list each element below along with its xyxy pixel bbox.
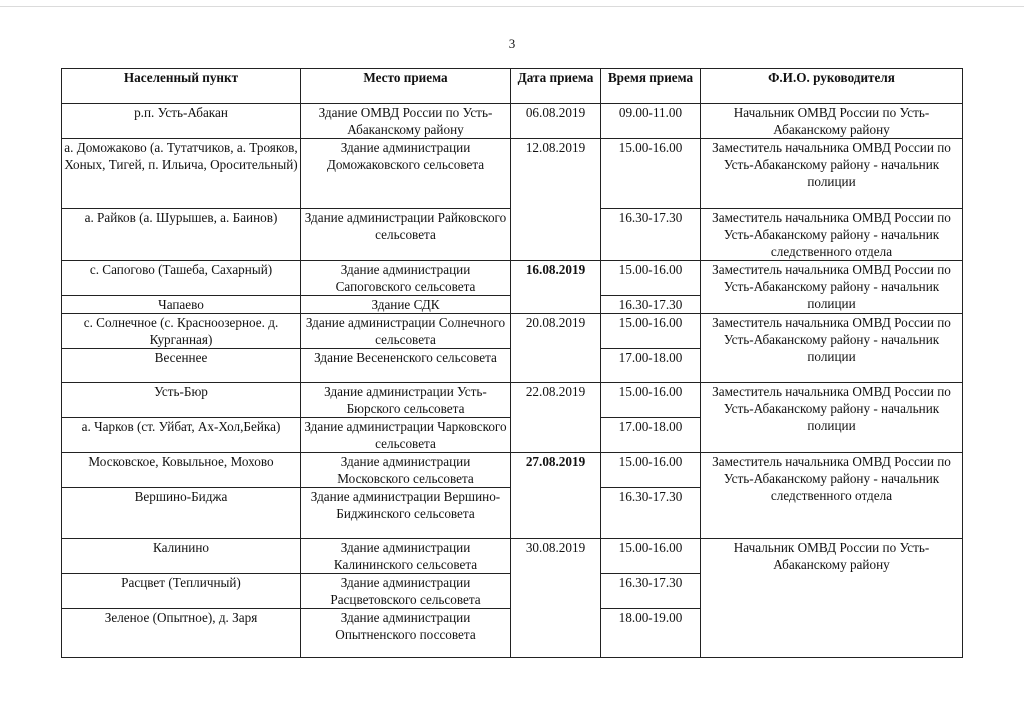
cell-venue: Здание администрации Опытненского поссовета <box>301 609 511 658</box>
cell-time: 16.30-17.30 <box>601 296 701 314</box>
cell-locality: Расцвет (Тепличный) <box>62 574 301 609</box>
cell-official: Заместитель начальника ОМВД России по Усть-Абаканскому району - начальник полиции <box>701 139 963 209</box>
cell-official: Начальник ОМВД России по Усть-Абаканскому району <box>701 104 963 139</box>
page-number: 3 <box>508 36 516 51</box>
cell-date: 12.08.2019 <box>511 139 601 261</box>
cell-venue: Здание администрации Вершино-Биджинского сельсовета <box>301 488 511 539</box>
cell-time: 15.00-16.00 <box>601 539 701 574</box>
cell-locality: Зеленое (Опытное), д. Заря <box>62 609 301 658</box>
cell-venue: Здание Весененского сельсовета <box>301 349 511 383</box>
cell-date: 06.08.2019 <box>511 104 601 139</box>
cell-locality: а. Райков (а. Шурышев, а. Баинов) <box>62 209 301 261</box>
cell-venue: Здание администрации Райковского сельсовета <box>301 209 511 261</box>
scan-edge-line <box>0 6 1024 7</box>
cell-time: 15.00-16.00 <box>601 383 701 418</box>
table-row <box>62 261 963 296</box>
cell-venue: Здание ОМВД России по Усть-Абаканскому району <box>301 104 511 139</box>
cell-venue: Здание администрации Калининского сельсовета <box>301 539 511 574</box>
cell-locality: р.п. Усть-Абакан <box>62 104 301 139</box>
cell-date: 27.08.2019 <box>511 453 601 539</box>
cell-official: Заместитель начальника ОМВД России по Усть-Абаканскому району - начальник следственного отдела <box>701 209 963 261</box>
cell-venue: Здание администрации Солнечного сельсовета <box>301 314 511 349</box>
cell-time: 16.30-17.30 <box>601 488 701 539</box>
cell-locality: с. Сапогово (Ташеба, Сахарный) <box>62 261 301 296</box>
table-body <box>62 104 963 658</box>
cell-time: 15.00-16.00 <box>601 314 701 349</box>
table-row <box>62 383 963 418</box>
cell-time: 17.00-18.00 <box>601 418 701 453</box>
cell-official: Начальник ОМВД России по Усть-Абаканскому району <box>701 539 963 658</box>
cell-venue: Здание администрации Московского сельсовета <box>301 453 511 488</box>
cell-date: 20.08.2019 <box>511 314 601 383</box>
cell-locality: а. Доможаково (а. Тутатчиков, а. Трояков, Хоных, Тигей, п. Ильича, Оросительный) <box>62 139 301 209</box>
cell-official: Заместитель начальника ОМВД России по Усть-Абаканскому району - начальник полиции <box>701 261 963 314</box>
header-time: Время приема <box>601 69 701 104</box>
cell-venue: Здание СДК <box>301 296 511 314</box>
table-row <box>62 139 963 209</box>
header-date: Дата приема <box>511 69 601 104</box>
table-row <box>62 314 963 349</box>
cell-locality: а. Чарков (ст. Уйбат, Ах-Хол,Бейка) <box>62 418 301 453</box>
cell-date: 16.08.2019 <box>511 261 601 314</box>
cell-official: Заместитель начальника ОМВД России по Усть-Абаканскому району - начальник следственного отдела <box>701 453 963 539</box>
cell-official: Заместитель начальника ОМВД России по Усть-Абаканскому району - начальник полиции <box>701 314 963 383</box>
cell-venue: Здание администрации Расцветовского сельсовета <box>301 574 511 609</box>
table-row <box>62 453 963 488</box>
cell-official: Заместитель начальника ОМВД России по Усть-Абаканскому району - начальник полиции <box>701 383 963 453</box>
header-venue: Место приема <box>301 69 511 104</box>
header-locality: Населенный пункт <box>62 69 301 104</box>
cell-venue: Здание администрации Чарковского сельсовета <box>301 418 511 453</box>
table-row <box>62 539 963 574</box>
cell-time: 17.00-18.00 <box>601 349 701 383</box>
cell-locality: Калинино <box>62 539 301 574</box>
cell-time: 15.00-16.00 <box>601 139 701 209</box>
cell-time: 09.00-11.00 <box>601 104 701 139</box>
cell-locality: Чапаево <box>62 296 301 314</box>
cell-time: 15.00-16.00 <box>601 453 701 488</box>
reception-schedule-table <box>61 68 963 658</box>
cell-time: 15.00-16.00 <box>601 261 701 296</box>
cell-venue: Здание администрации Доможаковского сельсовета <box>301 139 511 209</box>
cell-date: 22.08.2019 <box>511 383 601 453</box>
table-header-row <box>62 69 963 104</box>
cell-venue: Здание администрации Усть-Бюрского сельсовета <box>301 383 511 418</box>
cell-venue: Здание администрации Сапоговского сельсовета <box>301 261 511 296</box>
table-row <box>62 104 963 139</box>
cell-locality: Усть-Бюр <box>62 383 301 418</box>
cell-time: 16.30-17.30 <box>601 209 701 261</box>
cell-time: 18.00-19.00 <box>601 609 701 658</box>
cell-locality: Московское, Ковыльное, Мохово <box>62 453 301 488</box>
header-official: Ф.И.О. руководителя <box>701 69 963 104</box>
cell-locality: Вершино-Биджа <box>62 488 301 539</box>
cell-date: 30.08.2019 <box>511 539 601 658</box>
cell-time: 16.30-17.30 <box>601 574 701 609</box>
cell-locality: с. Солнечное (с. Красноозерное. д. Курганная) <box>62 314 301 349</box>
cell-locality: Весеннее <box>62 349 301 383</box>
